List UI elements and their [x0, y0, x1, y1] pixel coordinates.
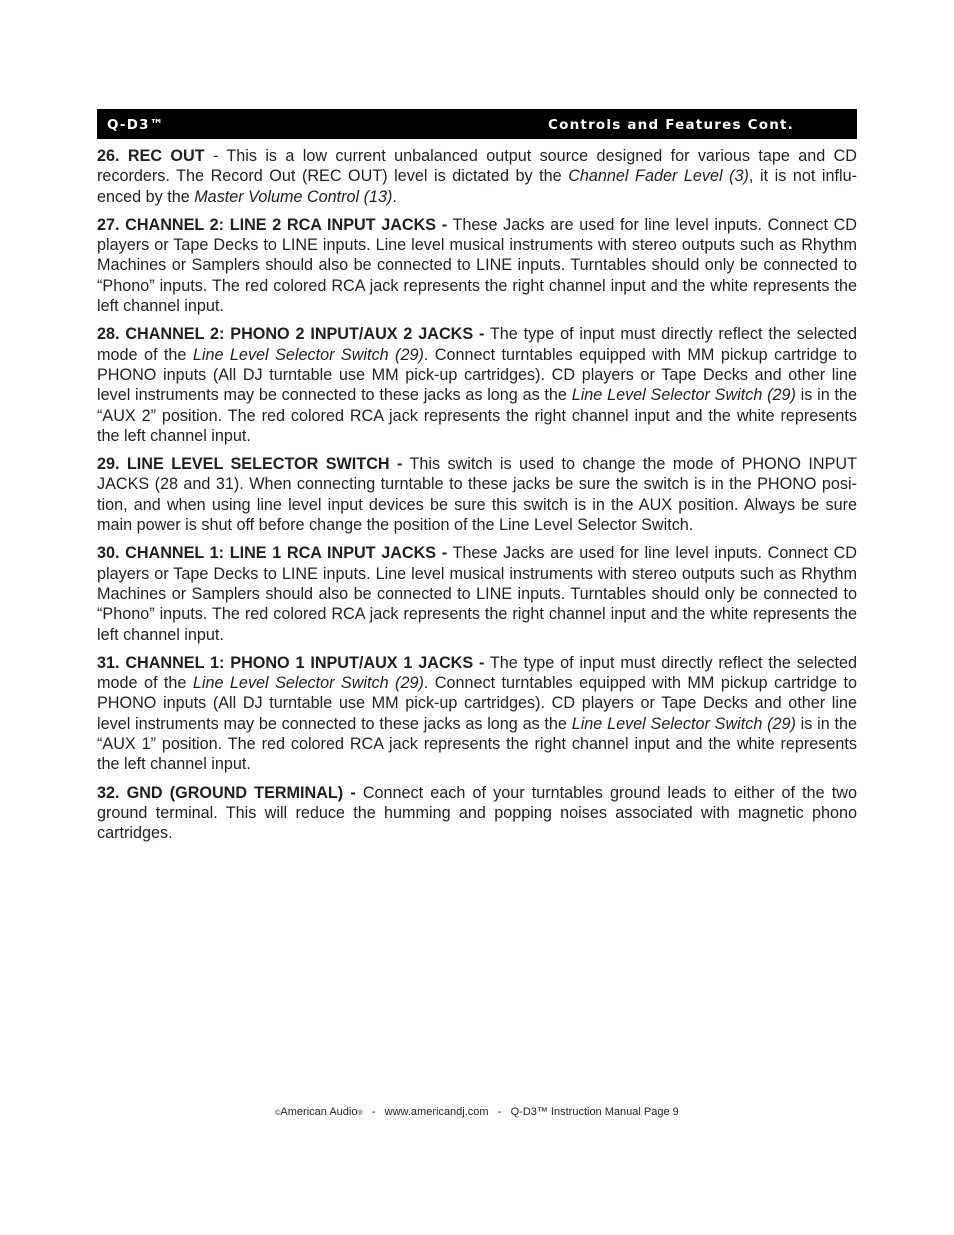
- feature-text: This switch is used to change the mode of PHONO INPUT JACKS (28 and 31). When connecting turntable to these jacks be sure the switch is in the PHONO position, and when using line level input devices be sure this switch is in the AUX position. Always be sure main power is shut off before change the position of the Line Level Selector Switch.: [97, 455, 857, 535]
- feature-text: .: [392, 187, 397, 206]
- feature-text: is in the “AUX 2” position. The red colored RCA jack represents the right channel input and the white represents the left channel input.: [97, 386, 858, 445]
- control-reference: Line Level Selector Switch (29): [192, 345, 424, 364]
- feature-text: The type of input must directly reflect the selected mode of the: [97, 325, 857, 364]
- feature-text: is in the “AUX 1” position. The red colored RCA jack represents the right channel input and the white represents the left channel input.: [97, 714, 858, 774]
- feature-heading: 29. LINE LEVEL SELECTOR SWITCH -: [97, 455, 403, 474]
- control-reference: Line Level Selector Switch (29): [192, 674, 424, 693]
- feature-paragraph: [97, 324, 857, 446]
- control-reference: Channel Fader Level (3): [568, 167, 749, 186]
- feature-heading: 31. CHANNEL 1: PHONO 1 INPUT/AUX 1 JACKS -: [97, 653, 485, 672]
- registered-mark: ®: [357, 1110, 363, 1117]
- footer-separator: -: [371, 1106, 376, 1118]
- feature-paragraph: [97, 543, 857, 644]
- feature-heading: 32. GND (GROUND TERMINAL) -: [97, 783, 356, 802]
- footer-manual-page: Q-D3™ Instruction Manual Page 9: [510, 1106, 679, 1118]
- feature-text: These Jacks are used for line level inputs. Connect CD players or Tape Decks to LINE inputs. Line level musical instruments with stereo outputs such as Rhythm Machines or Samplers should also be connected to LINE inputs. Turntables should only be connected to “Phono” inputs. The red colored RCA jack represents the right channel input and the white represents the left channel input.: [97, 215, 857, 316]
- feature-paragraph: [97, 146, 857, 207]
- header-model-name: Q-D3™: [107, 117, 165, 133]
- control-reference: Master Volume Control (13): [194, 187, 393, 206]
- feature-text: , it is not influenced by the: [97, 167, 857, 206]
- feature-text: These Jacks are used for line level inputs. Connect CD players or Tape Decks to LINE inputs. Line level musical instruments with stereo outputs such as Rhythm Machines or Samplers should also be connected to LINE inputs. Turntables should only be connected to “Phono” inputs. The red colored RCA jack represents the right channel input and the white represents the left channel input.: [97, 544, 857, 644]
- control-reference: Line Level Selector Switch (29): [571, 714, 796, 733]
- feature-paragraph: [97, 783, 857, 844]
- feature-heading: 28. CHANNEL 2: PHONO 2 INPUT/AUX 2 JACKS -: [97, 325, 485, 344]
- feature-text: - This is a low current unbalanced output source designed for various tape and CD recorders. The Record Out (REC OUT) level is dictated by the: [97, 147, 857, 186]
- feature-paragraph: [97, 454, 857, 535]
- section-header-bar: [97, 109, 857, 139]
- feature-paragraph: [97, 653, 857, 775]
- feature-text: Connect each of your turntables ground leads to either of the two ground terminal. This will reduce the humming and popping noises associated with magnetic phono cartridges.: [97, 783, 857, 843]
- feature-paragraph: [97, 215, 857, 316]
- manual-body: [97, 146, 857, 852]
- footer-website: www.americandj.com: [384, 1106, 489, 1118]
- feature-heading: 27. CHANNEL 2: LINE 2 RCA INPUT JACKS -: [97, 215, 448, 234]
- feature-text: The type of input must directly reflect the selected mode of the: [97, 653, 857, 693]
- control-reference: Line Level Selector Switch (29): [571, 386, 796, 405]
- footer-brand: American Audio: [280, 1106, 358, 1118]
- feature-heading: 30. CHANNEL 1: LINE 1 RCA INPUT JACKS -: [97, 544, 448, 563]
- feature-text: . Connect turntables equipped with MM pickup cartridge to PHONO inputs (All DJ turntable use MM pick-up cartridges). CD players or Tape Decks and other line level instruments may be connected to these jacks as long as the: [97, 674, 858, 733]
- feature-heading: 26. REC OUT: [97, 147, 205, 165]
- page-footer: [0, 1106, 954, 1118]
- feature-text: . Connect turntables equipped with MM pickup cartridge to PHONO inputs (All DJ turntable use MM pick-up cartridges). CD players or Tape Decks and other line level instruments may be connected to these jacks as long as the: [97, 345, 858, 405]
- footer-separator: -: [497, 1106, 502, 1118]
- header-section-title: Controls and Features Cont.: [548, 117, 794, 133]
- copyright-mark: ©: [275, 1110, 281, 1117]
